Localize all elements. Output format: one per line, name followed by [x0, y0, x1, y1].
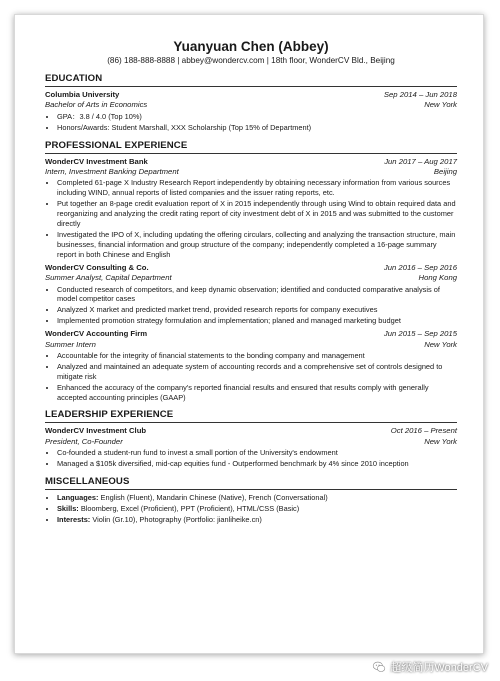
misc-item — [57, 493, 457, 503]
bullet: • Conducted research of competitors, and keep dynamic observation; identified and conducted comparative analysis of model competitor cases — [57, 285, 457, 305]
misc-item — [57, 515, 457, 525]
entry-role: Intern, Investment Banking Department — [45, 167, 179, 177]
bullet: • Completed 61-page X Industry Research Report independently by obtaining necessary information from various sources including WIND, annual reports of listed companies and the issuer rating reports, etc. — [57, 178, 457, 198]
bullet: • Co-founded a student-run fund to invest a small portion of the University's endowment — [57, 448, 457, 458]
bullet: • Enhanced the accuracy of the company's reported financial results and ensured that results comply with generally accepted accounting principles (GAAP) — [57, 383, 457, 403]
bullet: • Managed a $105k diversified, mid-cap equities fund - Outperformed benchmark by 4% since 2010 inception — [57, 459, 457, 469]
misc-text: Bloomberg, Excel (Proficient), PPT (Proficient), HTML/CSS (Basic) — [78, 504, 300, 513]
leadership-section — [45, 409, 457, 469]
entry-location: Beijing — [433, 167, 457, 177]
experience-entry — [45, 157, 457, 260]
bullet: • Analyzed and maintained an adequate system of accounting records and a comprehensive set of controls designed to mitigate risk — [57, 362, 457, 382]
section-title-experience: PROFESSIONAL EXPERIENCE — [45, 140, 457, 154]
bullet: • Implemented promotion strategy formulation and implementation; planed and managed marketing budget — [57, 316, 457, 326]
misc-label: Skills: — [57, 504, 79, 513]
entry-org: WonderCV Consulting & Co. — [45, 262, 149, 272]
resume-page — [14, 14, 484, 654]
entry-location: New York — [424, 100, 457, 110]
leadership-entry — [45, 426, 457, 469]
misc-text: Violin (Gr.10), Photography (Portfolio: jianliheike.cn) — [90, 514, 262, 524]
entry-location: New York — [424, 339, 457, 349]
entry-org: WonderCV Investment Club — [45, 426, 147, 436]
entry-org: WonderCV Accounting Firm — [45, 329, 148, 339]
section-title-misc: MISCELLANEOUS — [45, 476, 457, 490]
experience-entry — [45, 263, 457, 326]
entry-org: Columbia University — [45, 90, 120, 99]
experience-entry — [45, 329, 457, 402]
entry-org: WonderCV Investment Bank — [45, 156, 148, 166]
education-section — [45, 73, 457, 133]
entry-date: Sep 2014 – Jun 2018 — [383, 90, 457, 99]
entry-date: Oct 2016 – Present — [390, 426, 457, 436]
misc-section — [45, 476, 457, 525]
bullet: • Analyzed X market and predicted market trend, provided research reports for company executives — [57, 305, 457, 315]
bullet: • GPA：3.8 / 4.0 (Top 10%) — [57, 112, 457, 122]
contact-line: (86) 188-888-8888 | abbey@wondercv.com | 18th floor, WonderCV Bld., Beijing — [107, 56, 395, 65]
education-entry — [45, 90, 457, 133]
entry-location: New York — [424, 436, 457, 446]
bullet: • Put together an 8-page credit evaluation report of X in 2015 independently through using Wind to obtain required data and reorganizing and analyzing the credit rating report of city investment debt of X in 2015 and was submitted to the customer directly — [57, 199, 457, 229]
candidate-name: Yuanyuan Chen (Abbey) — [173, 39, 329, 54]
entry-role: Summer Analyst, Capital Department — [45, 273, 172, 283]
watermark-text: 超级简历WonderCV — [390, 662, 488, 674]
entry-role: Bachelor of Arts in Economics — [45, 100, 148, 110]
entry-date: Jun 2016 – Sep 2016 — [383, 262, 457, 272]
bullet: • Honors/Awards: Student Marshall, XXX Scholarship (Top 15% of Department) — [57, 123, 457, 133]
entry-date: Jun 2015 – Sep 2015 — [383, 329, 457, 339]
misc-text: English (Fluent), Mandarin Chinese (Native), French (Conversational) — [98, 493, 328, 503]
entry-location: Hong Kong — [418, 273, 457, 283]
wechat-icon — [372, 660, 386, 674]
misc-label: Interests: — [57, 514, 91, 524]
entry-role: Summer Intern — [45, 339, 96, 349]
bullet: • Accountable for the integrity of financial statements to the bonding company and management — [57, 351, 457, 361]
experience-section — [45, 140, 457, 403]
section-title-leadership: LEADERSHIP EXPERIENCE — [45, 409, 457, 423]
misc-label: Languages: — [57, 493, 99, 503]
watermark — [372, 659, 488, 675]
entry-date: Jun 2017 – Aug 2017 — [384, 156, 457, 166]
section-title-education: EDUCATION — [45, 73, 457, 87]
bullet: • Investigated the IPO of X, including updating the offering circulars, collecting and analyzing the transaction structure, main businesses, financial information and group structure of the company; independently completed a 16-page summary report in both Chinese and English — [57, 230, 457, 260]
misc-item — [57, 504, 457, 514]
entry-role: President, Co-Founder — [45, 436, 123, 446]
